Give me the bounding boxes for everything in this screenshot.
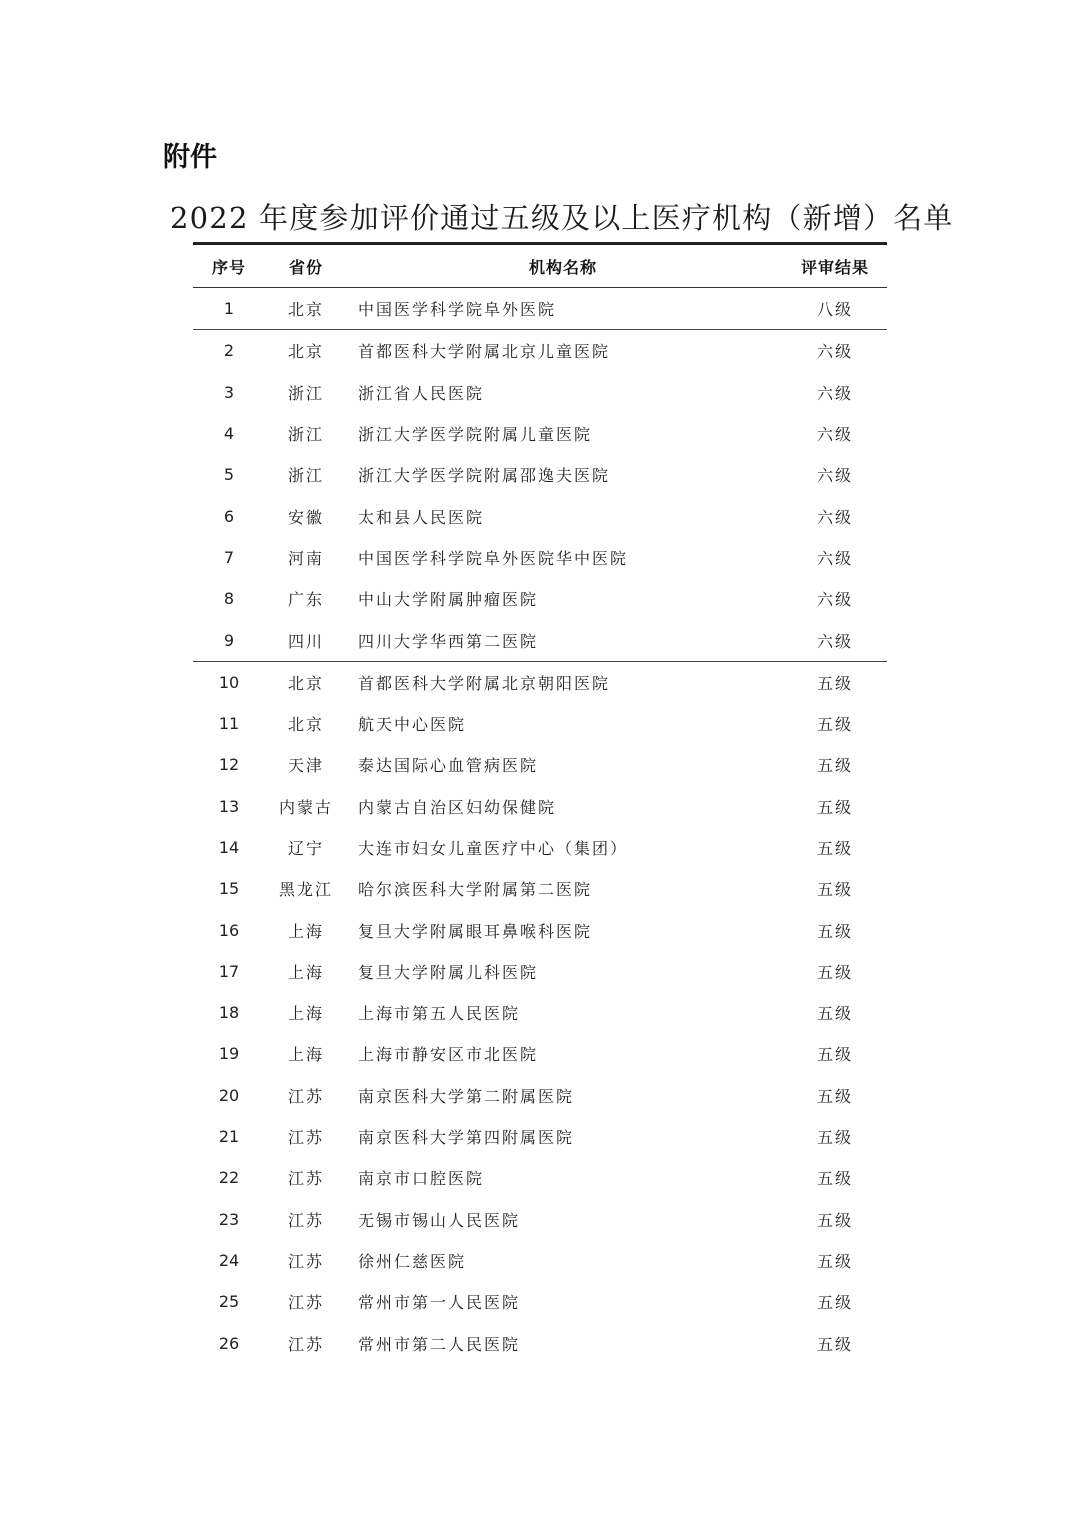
row-no: 20 <box>218 1085 240 1105</box>
row-no: 10 <box>218 672 240 692</box>
row-no: 17 <box>218 961 240 981</box>
row-no: 13 <box>218 796 240 816</box>
row-result: 六级 <box>816 631 853 651</box>
row-no: 7 <box>223 547 235 567</box>
row-name: 航天中心医院 <box>358 715 467 735</box>
row-name: 浙江大学医学院附属儿童医院 <box>358 425 593 445</box>
row-result: 五级 <box>816 715 853 735</box>
row-name: 中山大学附属肿瘤医院 <box>358 590 539 610</box>
row-name: 南京医科大学第四附属医院 <box>358 1128 575 1148</box>
row-province: 安徽 <box>287 507 324 527</box>
row-result: 五级 <box>816 1045 853 1065</box>
row-result: 五级 <box>816 1004 853 1024</box>
row-result: 五级 <box>816 880 853 900</box>
row-no: 26 <box>218 1333 240 1353</box>
row-province: 辽宁 <box>287 839 324 858</box>
table-row <box>193 786 887 827</box>
row-result: 五级 <box>816 921 853 941</box>
header-name: 机构名称 <box>528 257 597 277</box>
row-result: 八级 <box>816 300 853 320</box>
row-province: 江苏 <box>287 1334 324 1354</box>
row-no: 24 <box>218 1250 240 1270</box>
row-name: 复旦大学附属儿科医院 <box>358 962 539 982</box>
table-row <box>193 1033 887 1074</box>
row-result: 五级 <box>816 839 853 858</box>
row-province: 浙江 <box>287 425 324 445</box>
table-row <box>193 288 887 330</box>
row-name: 徐州仁慈医院 <box>358 1251 467 1271</box>
row-province: 北京 <box>287 300 324 320</box>
row-province: 天津 <box>287 756 324 776</box>
row-result: 六级 <box>816 548 853 568</box>
table-row <box>193 992 887 1033</box>
table-row <box>193 909 887 950</box>
row-result: 五级 <box>816 756 853 776</box>
table-row <box>193 330 887 371</box>
table-row <box>193 744 887 785</box>
row-result: 五级 <box>816 673 853 693</box>
row-province: 江苏 <box>287 1128 324 1148</box>
row-name: 浙江省人民医院 <box>358 383 485 403</box>
document-title: 2022 年度参加评价通过五级及以上医疗机构（新增）名单 <box>170 201 954 235</box>
row-name: 大连市妇女儿童医疗中心（集团） <box>358 839 629 858</box>
row-name: 首都医科大学附属北京朝阳医院 <box>358 673 611 693</box>
row-name: 南京医科大学第二附属医院 <box>358 1086 575 1106</box>
row-no: 1 <box>223 299 235 319</box>
header-no: 序号 <box>211 257 246 277</box>
row-name: 四川大学华西第二医院 <box>358 631 539 651</box>
row-name: 首都医科大学附属北京儿童医院 <box>358 342 611 362</box>
row-name: 常州市第二人民医院 <box>358 1334 521 1354</box>
table-row <box>193 951 887 992</box>
row-province: 北京 <box>287 673 324 693</box>
row-no: 6 <box>223 506 235 526</box>
row-name: 上海市第五人民医院 <box>358 1004 521 1024</box>
table-row <box>193 454 887 495</box>
row-result: 五级 <box>816 1251 853 1271</box>
row-name: 太和县人民医院 <box>358 507 485 527</box>
table-row <box>193 619 887 661</box>
row-no: 16 <box>218 920 240 940</box>
row-no: 5 <box>223 465 235 485</box>
table-row <box>193 495 887 536</box>
row-name: 常州市第一人民医院 <box>358 1293 521 1313</box>
row-result: 五级 <box>816 797 853 817</box>
row-no: 14 <box>218 838 240 857</box>
row-no: 3 <box>223 382 235 402</box>
row-name: 泰达国际心血管病医院 <box>358 756 539 776</box>
row-result: 六级 <box>816 383 853 403</box>
table-row <box>193 1075 887 1116</box>
row-province: 江苏 <box>287 1086 324 1106</box>
table-row <box>193 1240 887 1281</box>
row-province: 江苏 <box>287 1293 324 1313</box>
row-name: 中国医学科学院阜外医院 <box>358 300 557 320</box>
row-province: 北京 <box>287 342 324 362</box>
row-name: 上海市静安区市北医院 <box>358 1045 539 1065</box>
row-name: 内蒙古自治区妇幼保健院 <box>358 797 557 817</box>
row-name: 无锡市锡山人民医院 <box>358 1210 521 1230</box>
table-row <box>193 1281 887 1322</box>
row-result: 六级 <box>816 590 853 610</box>
row-no: 15 <box>218 879 240 899</box>
table-row <box>193 703 887 744</box>
table-row <box>193 537 887 578</box>
row-province: 浙江 <box>287 466 324 486</box>
row-province: 浙江 <box>287 383 324 403</box>
row-province: 四川 <box>287 631 324 651</box>
table-row <box>193 1116 887 1157</box>
row-province: 河南 <box>287 548 324 568</box>
header-result: 评审结果 <box>800 257 869 277</box>
row-no: 18 <box>218 1003 240 1023</box>
row-result: 五级 <box>816 962 853 982</box>
row-no: 2 <box>223 341 235 361</box>
row-no: 22 <box>218 1168 240 1188</box>
table-body <box>193 288 887 1364</box>
row-no: 21 <box>218 1127 240 1147</box>
table-row <box>193 827 887 868</box>
row-province: 黑龙江 <box>278 880 333 900</box>
table-row <box>193 578 887 619</box>
row-province: 上海 <box>287 1004 324 1024</box>
table-row <box>193 1157 887 1198</box>
table-row <box>193 1322 887 1363</box>
row-no: 8 <box>223 589 235 609</box>
row-result: 五级 <box>816 1169 853 1189</box>
institution-table <box>193 242 887 1364</box>
table-row <box>193 868 887 909</box>
table-row <box>193 372 887 413</box>
row-no: 4 <box>223 424 235 444</box>
row-no: 12 <box>218 755 240 775</box>
row-province: 上海 <box>287 921 324 941</box>
row-no: 11 <box>218 714 240 734</box>
table-row <box>193 413 887 454</box>
attachment-label: 附件 <box>163 142 217 173</box>
row-name: 哈尔滨医科大学附属第二医院 <box>358 880 593 900</box>
row-result: 五级 <box>816 1334 853 1354</box>
row-no: 23 <box>218 1209 240 1229</box>
row-province: 上海 <box>287 1045 324 1065</box>
table-row <box>193 1199 887 1240</box>
row-name: 浙江大学医学院附属邵逸夫医院 <box>358 466 611 486</box>
table-header-row <box>193 245 887 288</box>
row-result: 六级 <box>816 466 853 486</box>
row-province: 江苏 <box>287 1169 324 1189</box>
row-name: 南京市口腔医院 <box>358 1169 485 1189</box>
row-no: 19 <box>218 1044 240 1064</box>
table-row <box>193 662 887 703</box>
row-province: 江苏 <box>287 1251 324 1271</box>
row-province: 北京 <box>287 715 324 735</box>
row-name: 复旦大学附属眼耳鼻喉科医院 <box>358 921 593 941</box>
row-province: 江苏 <box>287 1210 324 1230</box>
row-result: 五级 <box>816 1128 853 1148</box>
row-province: 广东 <box>287 590 324 610</box>
row-result: 六级 <box>816 342 853 362</box>
row-no: 25 <box>218 1292 240 1312</box>
header-province: 省份 <box>288 257 323 277</box>
row-result: 六级 <box>816 425 853 445</box>
row-province: 上海 <box>287 962 324 982</box>
row-result: 五级 <box>816 1086 853 1106</box>
row-result: 五级 <box>816 1293 853 1313</box>
row-name: 中国医学科学院阜外医院华中医院 <box>358 548 629 568</box>
row-no: 9 <box>223 630 235 650</box>
row-province: 内蒙古 <box>278 797 333 817</box>
row-result: 六级 <box>816 507 853 527</box>
row-result: 五级 <box>816 1210 853 1230</box>
